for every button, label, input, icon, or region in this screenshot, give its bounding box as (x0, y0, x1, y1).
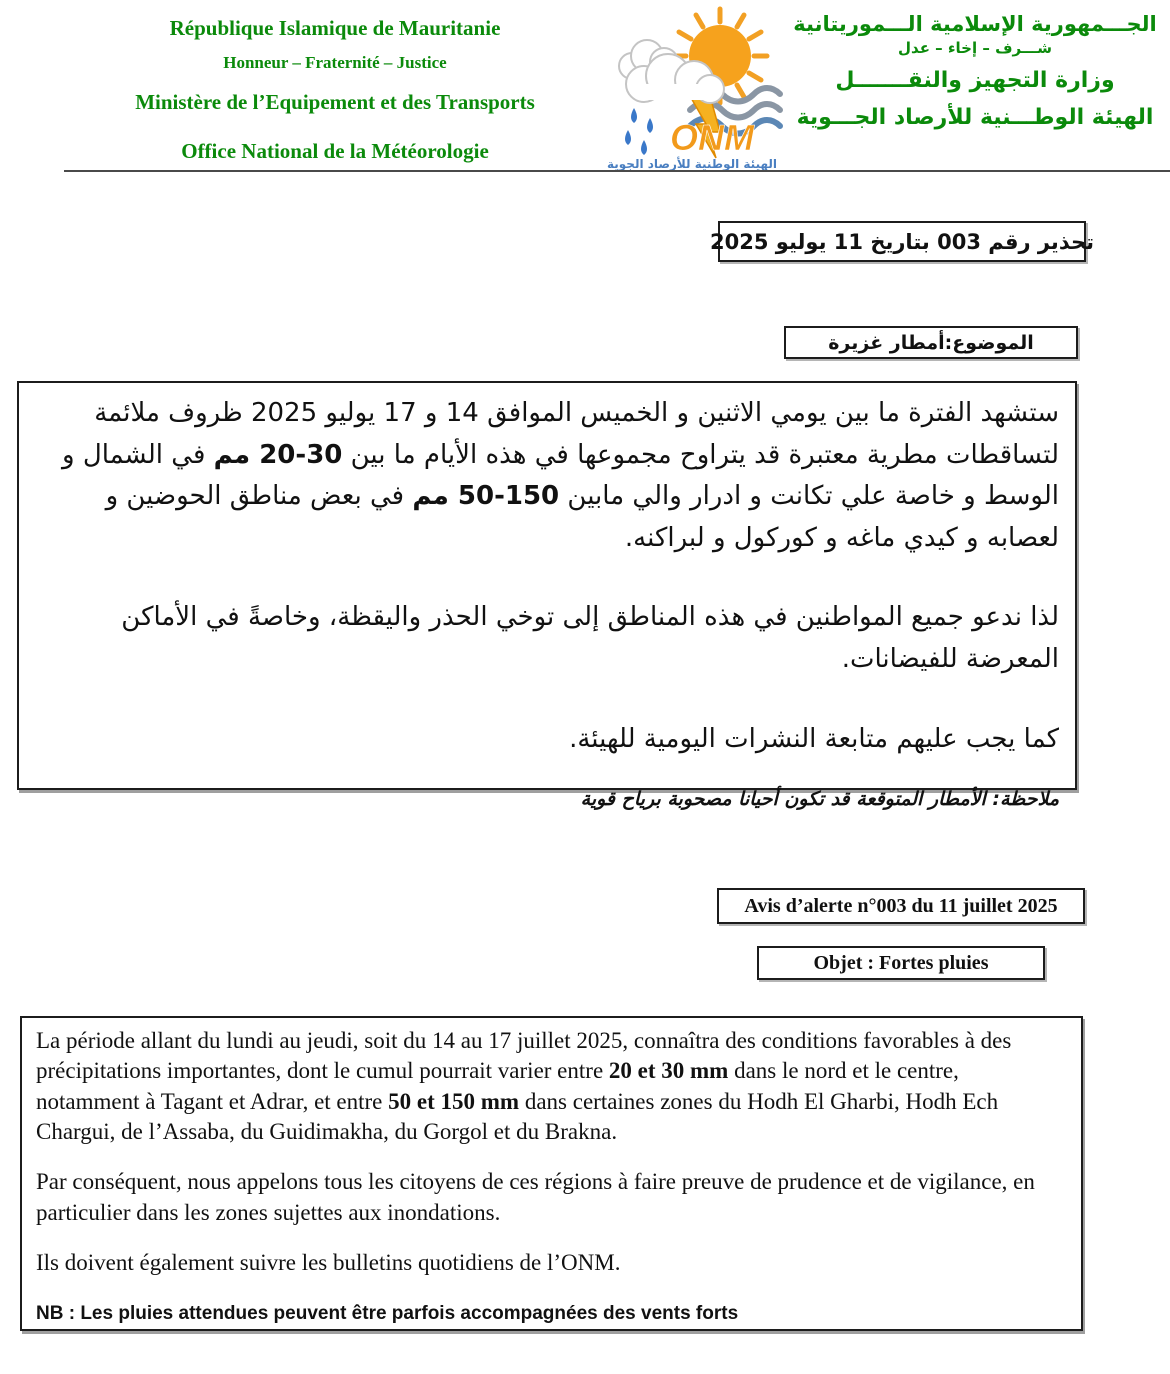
subject-box-fr (757, 946, 1045, 980)
motto-fr: Honneur – Fraternité – Justice (223, 53, 447, 72)
arabic-p1-text2: في الشمال و الوسط و خاصة علي تكانت و ادرار والي مابين (62, 439, 1059, 512)
french-paragraph-2: Par conséquent, nous appelons tous les citoyens de ces régions à faire preuve de prudence et de vigilance, en particulier dans les zones sujettes aux inondations. (36, 1169, 1035, 1225)
french-p1-range-north: 20 et 30 mm (608, 1058, 729, 1084)
republic-name-ar: الجـــمهورية الإسلامية الـــموريتانية (793, 12, 1157, 36)
arabic-p1-range-south: 150-50 مم (412, 481, 560, 512)
header-arabic-block (786, 12, 1164, 130)
ministry-name-fr: Ministère de l’Equipement et des Transports (135, 90, 535, 114)
ministry-name-ar: وزارة التجهيز والنقـــــــل (835, 68, 1115, 93)
arabic-p1-text: ستشهد الفترة ما بين يومي الاثنين و الخميس الموافق 14 و 17 يوليو 2025 ظروف ملائمة لتساقطات مطرية معتبرة قد يتراوح مجموعها في هذه الأيام ما بين (94, 398, 1059, 470)
french-p1-text2: dans le nord et le centre, notamment à Tagant et Adrar, et entre (36, 1058, 959, 1114)
alert-title-box-fr (717, 888, 1085, 924)
warning-number-text-ar: تحذير رقم 003 بتاريخ 11 يوليو 2025 (710, 229, 1094, 254)
french-paragraph-3: Ils doivent également suivre les bulletins quotidiens de l’ONM. (36, 1250, 621, 1276)
arabic-alert-body-box (17, 381, 1077, 811)
warning-number-box-ar (710, 221, 1094, 262)
onm-logo-text: ONM (670, 117, 754, 158)
alert-title-text-fr: Avis d’alerte n°003 du 11 juillet 2025 (744, 894, 1058, 917)
subject-text-ar: الموضوع:أمطار غزيرة (828, 331, 1034, 354)
header-divider (64, 170, 1170, 172)
onm-logo (592, 4, 792, 172)
arabic-p1-text3: في بعض مناطق الحوضين و لعصابه و كيدي ماغه و كوركول و لبراكنه. (105, 481, 1059, 553)
republic-name-fr: République Islamique de Mauritanie (169, 16, 501, 40)
french-p1-range-south: 50 et 150 mm (388, 1088, 520, 1114)
onm-logo-caption: الهيئة الوطنية للأرصاد الجوية (606, 157, 778, 171)
french-p1-text: La période allant du lundi au jeudi, soit du 14 au 17 juillet 2025, connaîtra des conditions favorables à des précipitations importantes, dont le cumul pourrait varier entre (36, 1028, 1012, 1084)
subject-box-ar (784, 326, 1078, 359)
office-name-fr: Office National de la Météorologie (181, 139, 489, 163)
rain-icon (625, 108, 653, 155)
arabic-note: ملاحظة: الأمطار المتوقعة قد تكون أحيانا مصحوبة برياح قوية (580, 788, 1059, 811)
french-nb-note: NB : Les pluies attendues peuvent être parfois accompagnées des vents forts (36, 1302, 739, 1324)
arabic-paragraph-1 (35, 393, 1059, 559)
header-french-block (85, 16, 585, 164)
office-name-ar: الهيئة الوطـــنية للأرصاد الجـــوية (796, 105, 1154, 130)
arabic-paragraph-2: لذا ندعو جميع المواطنين في هذه المناطق إلى توخي الحذر واليقظة، وخاصةً في الأماكن المعرضة للفيضانات. (121, 602, 1059, 674)
french-p1-text3: dans certaines zones du Hodh El Gharbi, Hodh Ech Chargui, de l’Assaba, du Guidimakha, du Gorgol et du Brakna. (36, 1088, 999, 1145)
french-alert-body-box (20, 1016, 1083, 1331)
arabic-p1-range-north: 30-20 مم (213, 439, 343, 470)
subject-text-fr: Objet : Fortes pluies (813, 951, 989, 974)
french-paragraph-1 (36, 1026, 1067, 1147)
arabic-paragraph-3: كما يجب عليهم متابعة النشرات اليومية للهيئة. (569, 723, 1059, 754)
motto-ar: شـــرف – إخاء – عدل (898, 39, 1052, 57)
